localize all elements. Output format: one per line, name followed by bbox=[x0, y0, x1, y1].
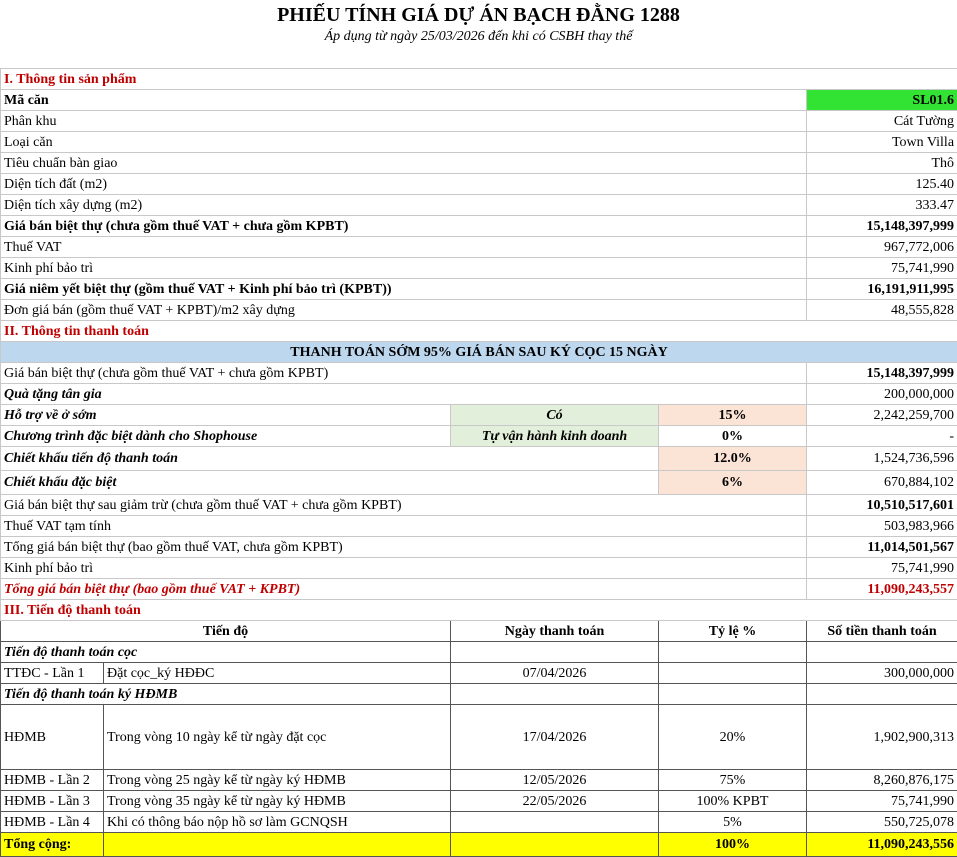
row-vat-temp bbox=[1, 516, 957, 537]
row-total bbox=[1, 579, 957, 600]
shop-pct[interactable]: 0% bbox=[659, 426, 807, 447]
special-amount: 670,884,102 bbox=[807, 471, 957, 495]
early-pct[interactable]: 15% bbox=[659, 405, 807, 426]
handover-label: Tiêu chuẩn bàn giao bbox=[1, 153, 807, 174]
row-code: TTĐC - Lần 1 bbox=[1, 663, 104, 684]
col-date: Ngày thanh toán bbox=[451, 621, 659, 642]
row-code: HĐMB - Lần 2 bbox=[1, 770, 104, 791]
zone-label: Phân khu bbox=[1, 111, 807, 132]
special-pct[interactable]: 6% bbox=[659, 471, 807, 495]
gift-label: Quà tặng tân gia bbox=[1, 384, 807, 405]
land-area-label: Diện tích đất (m2) bbox=[1, 174, 807, 195]
row-early bbox=[1, 405, 957, 426]
pay-price-value: 15,148,397,999 bbox=[807, 363, 957, 384]
row-code: HĐMB - Lần 4 bbox=[1, 812, 104, 833]
page-subtitle: Áp dụng từ ngày 25/03/2026 đến khi có CSBH thay thế bbox=[324, 29, 633, 44]
row-list-price bbox=[1, 279, 957, 300]
row-unit-code bbox=[1, 90, 957, 111]
after-value: 10,510,517,601 bbox=[807, 495, 957, 516]
row-date: 22/05/2026 bbox=[451, 791, 659, 812]
build-area-value: 333.47 bbox=[807, 195, 957, 216]
unit-code-value[interactable]: SL01.6 bbox=[807, 90, 957, 111]
row-amount: 1,902,900,313 bbox=[807, 705, 957, 770]
row-land-area bbox=[1, 174, 957, 195]
row-pct: 5% bbox=[659, 812, 807, 833]
maint-label: Kinh phí bảo trì bbox=[1, 258, 807, 279]
early-label: Hỗ trợ về ở sớm bbox=[1, 405, 451, 426]
list-price-label: Giá niêm yết biệt thự (gồm thuế VAT + Kinh phí bảo trì (KPBT)) bbox=[1, 279, 807, 300]
land-area-value: 125.40 bbox=[807, 174, 957, 195]
pay-maint-value: 75,741,990 bbox=[807, 558, 957, 579]
row-type bbox=[1, 132, 957, 153]
unit-price-label: Đơn giá bán (gồm thuế VAT + KPBT)/m2 xây dựng bbox=[1, 300, 807, 321]
row-total-excl bbox=[1, 537, 957, 558]
schedule-total-row bbox=[1, 833, 957, 857]
deposit-group-row bbox=[1, 642, 957, 663]
row-amount: 300,000,000 bbox=[807, 663, 957, 684]
table-row bbox=[1, 705, 957, 770]
schedule-total-pct: 100% bbox=[659, 833, 807, 857]
type-label: Loại căn bbox=[1, 132, 807, 153]
price-excl-value: 15,148,397,999 bbox=[807, 216, 957, 237]
row-vat bbox=[1, 237, 957, 258]
deposit-group-label: Tiến độ thanh toán cọc bbox=[1, 642, 451, 663]
unit-code-label: Mã căn bbox=[1, 90, 807, 111]
section-product-title: I. Thông tin sản phẩm bbox=[1, 69, 957, 90]
contract-group-row bbox=[1, 684, 957, 705]
row-amount: 550,725,078 bbox=[807, 812, 957, 833]
price-excl-label: Giá bán biệt thự (chưa gồm thuế VAT + chưa gồm KPBT) bbox=[1, 216, 807, 237]
pay-price-label: Giá bán biệt thự (chưa gồm thuế VAT + chưa gồm KPBT) bbox=[1, 363, 807, 384]
row-desc: Trong vòng 10 ngày kể từ ngày đặt cọc bbox=[104, 705, 451, 770]
row-code: HĐMB bbox=[1, 705, 104, 770]
row-pay-price bbox=[1, 363, 957, 384]
maint-value: 75,741,990 bbox=[807, 258, 957, 279]
col-pct: Tỷ lệ % bbox=[659, 621, 807, 642]
row-pct bbox=[659, 663, 807, 684]
row-amount: 8,260,876,175 bbox=[807, 770, 957, 791]
row-build-area bbox=[1, 195, 957, 216]
row-shophouse bbox=[1, 426, 957, 447]
row-gift bbox=[1, 384, 957, 405]
schedule-total-amount: 11,090,243,556 bbox=[807, 833, 957, 857]
vat-temp-value: 503,983,966 bbox=[807, 516, 957, 537]
total-label: Tổng giá bán biệt thự (bao gồm thuế VAT + KPBT) bbox=[1, 579, 807, 600]
col-amount: Số tiền thanh toán bbox=[807, 621, 957, 642]
row-desc: Đặt cọc_ký HĐĐC bbox=[104, 663, 451, 684]
col-progress: Tiến độ bbox=[1, 621, 451, 642]
handover-value: Thô bbox=[807, 153, 957, 174]
row-desc: Trong vòng 25 ngày kể từ ngày ký HĐMB bbox=[104, 770, 451, 791]
row-pct: 75% bbox=[659, 770, 807, 791]
table-row bbox=[1, 812, 957, 833]
early-amount: 2,242,259,700 bbox=[807, 405, 957, 426]
row-pct: 20% bbox=[659, 705, 807, 770]
payment-band: THANH TOÁN SỚM 95% GIÁ BÁN SAU KÝ CỌC 15 NGÀY bbox=[1, 342, 957, 363]
row-zone bbox=[1, 111, 957, 132]
unit-price-value: 48,555,828 bbox=[807, 300, 957, 321]
schedule-header bbox=[1, 621, 957, 642]
pay-maint-label: Kinh phí bảo trì bbox=[1, 558, 807, 579]
total-value: 11,090,243,557 bbox=[807, 579, 957, 600]
row-special-discount bbox=[1, 471, 957, 495]
vat-label: Thuế VAT bbox=[1, 237, 807, 258]
row-unit-price bbox=[1, 300, 957, 321]
row-desc: Trong vòng 35 ngày kể từ ngày ký HĐMB bbox=[104, 791, 451, 812]
after-label: Giá bán biệt thự sau giảm trừ (chưa gồm thuế VAT + chưa gồm KPBT) bbox=[1, 495, 807, 516]
row-desc: Khi có thông báo nộp hồ sơ làm GCNQSH bbox=[104, 812, 451, 833]
shop-label: Chương trình đặc biệt dành cho Shophouse bbox=[1, 426, 451, 447]
section-payment-title: II. Thông tin thanh toán bbox=[1, 321, 957, 342]
early-option[interactable]: Có bbox=[451, 405, 659, 426]
row-date: 17/04/2026 bbox=[451, 705, 659, 770]
progress-amount: 1,524,736,596 bbox=[807, 447, 957, 471]
row-price-excl bbox=[1, 216, 957, 237]
row-amount: 75,741,990 bbox=[807, 791, 957, 812]
special-label: Chiết khấu đặc biệt bbox=[1, 471, 659, 495]
row-date: 07/04/2026 bbox=[451, 663, 659, 684]
row-pay-maint bbox=[1, 558, 957, 579]
row-progress-discount bbox=[1, 447, 957, 471]
contract-group-label: Tiến độ thanh toán ký HĐMB bbox=[1, 684, 451, 705]
table-row bbox=[1, 770, 957, 791]
row-date bbox=[451, 812, 659, 833]
shop-amount: - bbox=[807, 426, 957, 447]
zone-value: Cát Tường bbox=[807, 111, 957, 132]
vat-value: 967,772,006 bbox=[807, 237, 957, 258]
vat-temp-label: Thuế VAT tạm tính bbox=[1, 516, 807, 537]
row-maint bbox=[1, 258, 957, 279]
progress-pct[interactable]: 12.0% bbox=[659, 447, 807, 471]
schedule-total-label: Tổng cộng: bbox=[1, 833, 104, 857]
progress-label: Chiết khấu tiến độ thanh toán bbox=[1, 447, 659, 471]
row-after bbox=[1, 495, 957, 516]
table-row bbox=[1, 663, 957, 684]
row-code: HĐMB - Lần 3 bbox=[1, 791, 104, 812]
total-excl-value: 11,014,501,567 bbox=[807, 537, 957, 558]
table-row bbox=[1, 791, 957, 812]
type-value: Town Villa bbox=[807, 132, 957, 153]
list-price-value: 16,191,911,995 bbox=[807, 279, 957, 300]
row-date: 12/05/2026 bbox=[451, 770, 659, 791]
build-area-label: Diện tích xây dựng (m2) bbox=[1, 195, 807, 216]
row-pct: 100% KPBT bbox=[659, 791, 807, 812]
price-table bbox=[0, 68, 957, 857]
page-title: PHIẾU TÍNH GIÁ DỰ ÁN BẠCH ĐẰNG 1288 bbox=[277, 4, 680, 26]
total-excl-label: Tổng giá bán biệt thự (bao gồm thuế VAT, chưa gồm KPBT) bbox=[1, 537, 807, 558]
row-handover bbox=[1, 153, 957, 174]
gift-value: 200,000,000 bbox=[807, 384, 957, 405]
shop-option[interactable]: Tự vận hành kinh doanh bbox=[451, 426, 659, 447]
section-schedule-title: III. Tiến độ thanh toán bbox=[1, 600, 957, 621]
